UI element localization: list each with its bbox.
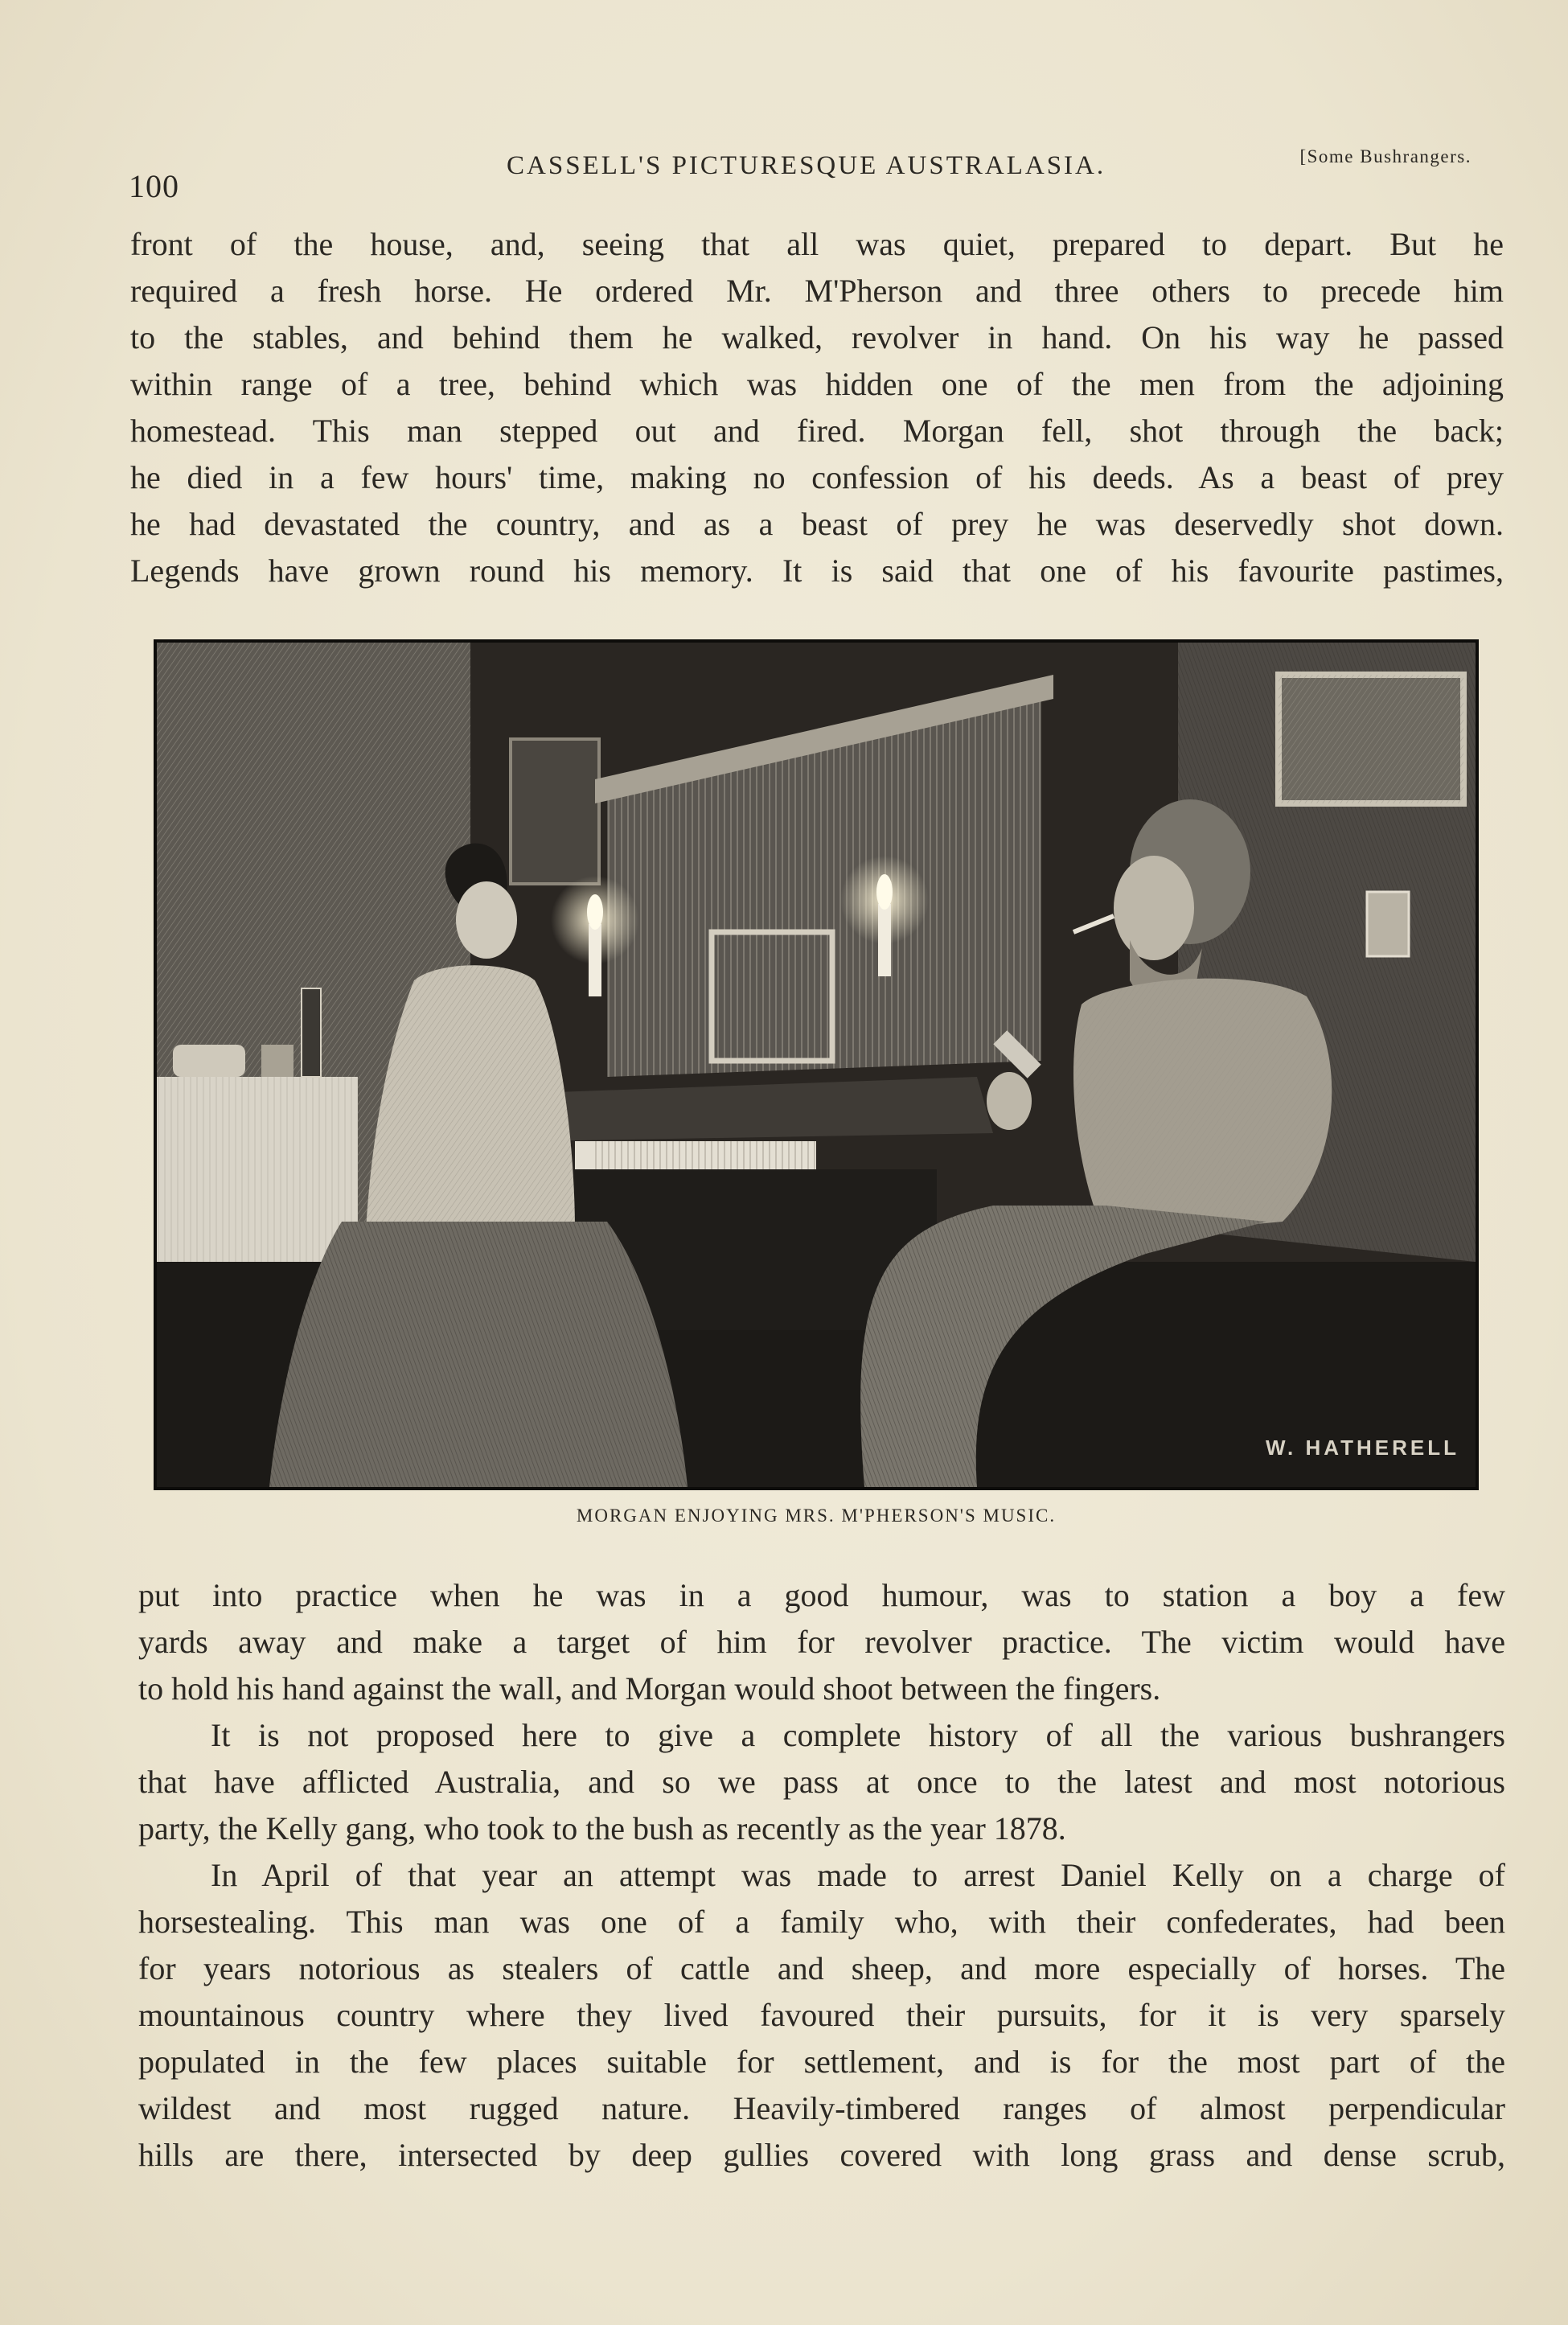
paragraph-top bbox=[130, 221, 1504, 594]
page-header bbox=[129, 137, 1472, 204]
text-line: populated in the few places suitable for settlement, and is for the most part of the bbox=[138, 2044, 1505, 2080]
text-line: required a fresh horse. He ordered Mr. M'Pherson and three others to precede him bbox=[130, 273, 1504, 309]
text-line: within range of a tree, behind which was hidden one of the men from the adjoining bbox=[130, 366, 1504, 402]
text-line: put into practice when he was in a good humour, was to station a boy a few bbox=[138, 1577, 1505, 1613]
text-line: party, the Kelly gang, who took to the bush as recently as the year 1878. bbox=[138, 1810, 1066, 1846]
text-line: mountainous country where they lived favoured their pursuits, for it is very sparsely bbox=[138, 1997, 1505, 2033]
man-face bbox=[1114, 856, 1194, 960]
figure-caption: MORGAN ENJOYING MRS. M'PHERSON'S MUSIC. bbox=[576, 1505, 1057, 1526]
text-line: It is not proposed here to give a complete history of all the various bushrangers bbox=[211, 1717, 1505, 1753]
left-picture-frame bbox=[511, 739, 599, 884]
engraving-scene bbox=[157, 643, 1476, 1487]
text-line: front of the house, and, seeing that all was quiet, prepared to depart. But he bbox=[130, 226, 1504, 262]
text-line: he had devastated the country, and as a beast of prey he was deservedly shot down. bbox=[130, 506, 1504, 542]
text-line: Legends have grown round his memory. It is said that one of his favourite pastimes, bbox=[130, 552, 1504, 589]
man-hand bbox=[987, 1072, 1032, 1130]
cup bbox=[261, 1045, 293, 1077]
bottle bbox=[302, 988, 321, 1077]
text-line: In April of that year an attempt was made to arrest Daniel Kelly on a charge of bbox=[211, 1857, 1505, 1893]
artist-signature: W. HATHERELL bbox=[1265, 1436, 1459, 1460]
running-title: CASSELL'S PICTURESQUE AUSTRALASIA. bbox=[507, 151, 1106, 180]
loaf-on-table bbox=[173, 1045, 245, 1077]
text-line: homestead. This man stepped out and fired. Morgan fell, shot through the back; bbox=[130, 413, 1504, 449]
text-line: to hold his hand against the wall, and Morgan would shoot between the fingers. bbox=[138, 1670, 1161, 1707]
text-line: hills are there, intersected by deep gullies covered with long grass and dense scrub, bbox=[138, 2137, 1505, 2173]
left-candle bbox=[589, 924, 601, 996]
section-title: [Some Bushrangers. bbox=[1299, 146, 1472, 166]
paragraph-bottom bbox=[138, 1572, 1505, 2179]
page-number: 100 bbox=[129, 168, 179, 204]
right-candle bbox=[878, 904, 891, 976]
text-line: to the stables, and behind them he walked, revolver in hand. On his way he passed bbox=[130, 319, 1504, 355]
woman-face bbox=[456, 881, 517, 959]
text-line: for years notorious as stealers of cattle and sheep, and more especially of horses. The bbox=[138, 1950, 1505, 1986]
text-line: he died in a few hours' time, making no confession of his deeds. As a beast of prey bbox=[130, 459, 1504, 495]
text-line: that have afflicted Australia, and so we pass at once to the latest and most notorious bbox=[138, 1764, 1505, 1800]
text-line: horsestealing. This man was one of a family who, with their confederates, had been bbox=[138, 1904, 1505, 1940]
wall-sconce bbox=[1367, 892, 1409, 956]
engraving-illustration bbox=[154, 639, 1479, 1490]
text-line: wildest and most rugged nature. Heavily-timbered ranges of almost perpendicular bbox=[138, 2090, 1505, 2126]
text-line: yards away and make a target of him for revolver practice. The victim would have bbox=[138, 1624, 1505, 1660]
